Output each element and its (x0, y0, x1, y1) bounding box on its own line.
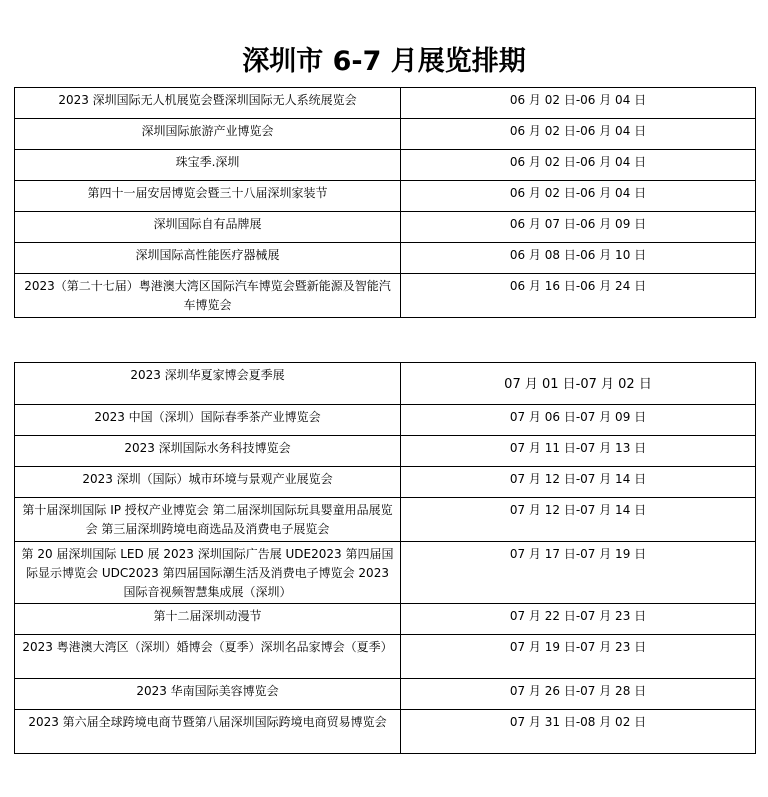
exhibition-name: 深圳国际旅游产业博览会 (15, 119, 401, 150)
exhibition-date: 06 月 02 日-06 月 04 日 (401, 88, 756, 119)
exhibition-name: 2023 第六届全球跨境电商节暨第八届深圳国际跨境电商贸易博览会 (15, 710, 401, 754)
exhibition-name: 第 20 届深圳国际 LED 展 2023 深圳国际广告展 UDE2023 第四届国际显示博览会 UDC2023 第四届国际潮生活及消费电子博览会 2023 国际音视频智慧集成展（深圳） (15, 542, 401, 604)
exhibition-date: 07 月 22 日-07 月 23 日 (401, 604, 756, 635)
table-row (15, 436, 756, 467)
table-row (15, 405, 756, 436)
table-row (15, 243, 756, 274)
exhibition-date: 06 月 02 日-06 月 04 日 (401, 150, 756, 181)
table-row (15, 604, 756, 635)
exhibition-date: 06 月 08 日-06 月 10 日 (401, 243, 756, 274)
table-row (15, 498, 756, 542)
june-schedule-table (14, 87, 756, 318)
table-row (15, 467, 756, 498)
exhibition-date: 07 月 19 日-07 月 23 日 (401, 635, 756, 679)
exhibition-name: 第十二届深圳动漫节 (15, 604, 401, 635)
table-row (15, 119, 756, 150)
table-row (15, 635, 756, 679)
exhibition-name: 2023 深圳国际水务科技博览会 (15, 436, 401, 467)
exhibition-date: 07 月 11 日-07 月 13 日 (401, 436, 756, 467)
exhibition-name: 2023 深圳（国际）城市环境与景观产业展览会 (15, 467, 401, 498)
exhibition-name: 第十届深圳国际 IP 授权产业博览会 第二届深圳国际玩具婴童用品展览会 第三届深圳跨境电商选品及消费电子展览会 (15, 498, 401, 542)
table-row (15, 150, 756, 181)
table-row (15, 542, 756, 604)
table-row (15, 88, 756, 119)
exhibition-name: 2023（第二十七届）粤港澳大湾区国际汽车博览会暨新能源及智能汽车博览会 (15, 274, 401, 318)
exhibition-name: 2023 深圳国际无人机展览会暨深圳国际无人系统展览会 (15, 88, 401, 119)
table-row (15, 679, 756, 710)
exhibition-date: 06 月 02 日-06 月 04 日 (401, 119, 756, 150)
exhibition-name: 2023 深圳华夏家博会夏季展 (15, 363, 401, 405)
exhibition-name: 2023 粤港澳大湾区（深圳）婚博会（夏季）深圳名品家博会（夏季） (15, 635, 401, 679)
exhibition-name: 2023 华南国际美容博览会 (15, 679, 401, 710)
exhibition-date: 07 月 06 日-07 月 09 日 (401, 405, 756, 436)
exhibition-name: 珠宝季.深圳 (15, 150, 401, 181)
exhibition-name: 深圳国际高性能医疗器械展 (15, 243, 401, 274)
exhibition-date: 07 月 01 日-07 月 02 日 (401, 363, 756, 405)
table-row (15, 363, 756, 405)
exhibition-date: 07 月 26 日-07 月 28 日 (401, 679, 756, 710)
july-schedule-table (14, 362, 756, 754)
exhibition-date: 07 月 12 日-07 月 14 日 (401, 498, 756, 542)
exhibition-date: 07 月 12 日-07 月 14 日 (401, 467, 756, 498)
exhibition-date: 06 月 16 日-06 月 24 日 (401, 274, 756, 318)
exhibition-name: 深圳国际自有品牌展 (15, 212, 401, 243)
page-title: 深圳市 6-7 月展览排期 (242, 46, 526, 77)
exhibition-name: 第四十一届安居博览会暨三十八届深圳家装节 (15, 181, 401, 212)
exhibition-date: 06 月 02 日-06 月 04 日 (401, 181, 756, 212)
table-row (15, 181, 756, 212)
exhibition-date: 07 月 17 日-07 月 19 日 (401, 542, 756, 604)
table-row (15, 710, 756, 754)
table-row (15, 212, 756, 243)
exhibition-date: 06 月 07 日-06 月 09 日 (401, 212, 756, 243)
exhibition-date: 07 月 31 日-08 月 02 日 (401, 710, 756, 754)
exhibition-name: 2023 中国（深圳）国际春季茶产业博览会 (15, 405, 401, 436)
table-row (15, 274, 756, 318)
